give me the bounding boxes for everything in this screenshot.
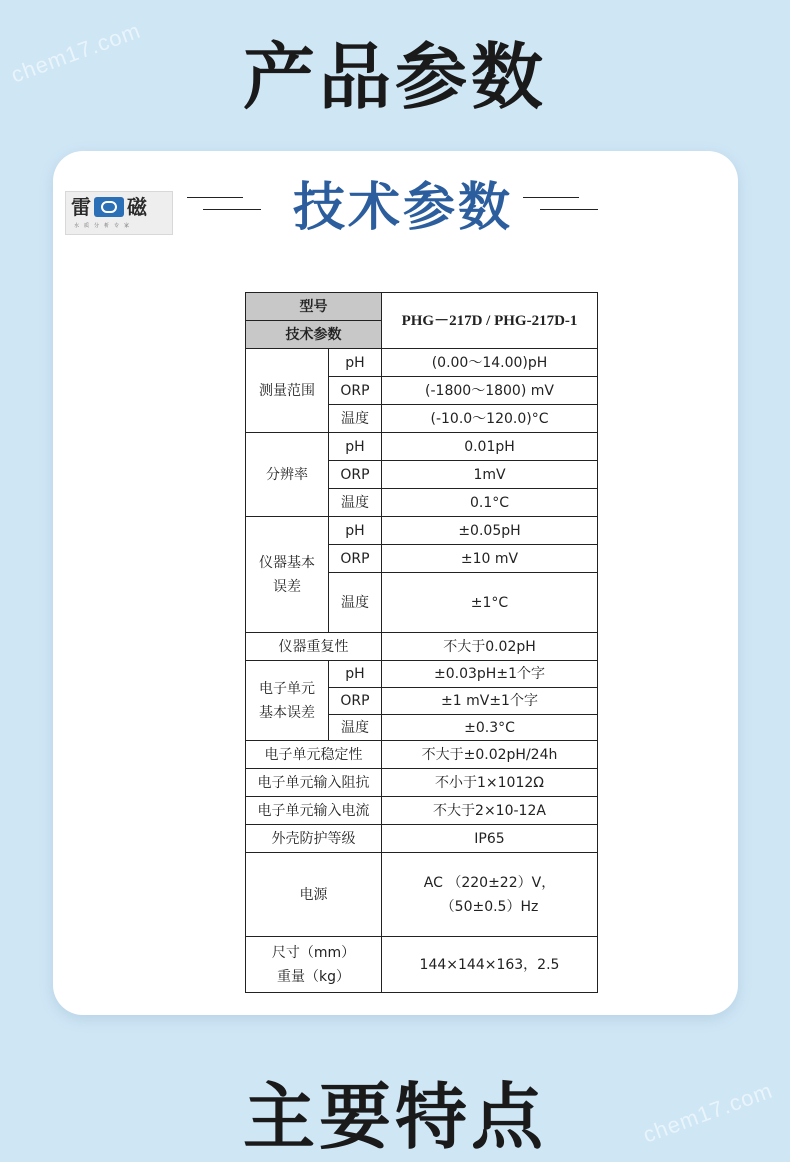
cell-value: (0.00～14.00)pH xyxy=(382,349,598,377)
group-label-line2: 基本误差 xyxy=(259,704,315,721)
sub-label: pH xyxy=(329,661,382,688)
table-row xyxy=(246,769,598,797)
sub-label: ORP xyxy=(329,377,382,405)
table-row xyxy=(246,633,598,661)
spec-table xyxy=(245,292,598,993)
weight-label: 重量（kg） xyxy=(277,968,350,985)
table-row xyxy=(246,937,598,993)
section-title: 技术参数 xyxy=(292,178,513,238)
spec-card xyxy=(53,151,738,1015)
table-row xyxy=(246,661,598,688)
cell-value: ±0.3°C xyxy=(382,715,598,741)
watermark-top: chem17.com xyxy=(7,17,144,88)
cell-value: ±10 mV xyxy=(382,545,598,573)
deco-line xyxy=(187,197,243,198)
row-label: 电子单元输入阻抗 xyxy=(246,769,382,797)
row-label: 外壳防护等级 xyxy=(246,825,382,853)
cell-value: ±1°C xyxy=(382,573,598,633)
table-row xyxy=(246,349,598,377)
params-label: 技术参数 xyxy=(246,321,382,349)
group-label-line1: 电子单元 xyxy=(259,680,315,697)
watermark-bottom: chem17.com xyxy=(639,1077,776,1148)
model-label: 型号 xyxy=(246,293,382,321)
sub-label: ORP xyxy=(329,688,382,715)
sub-label: ORP xyxy=(329,545,382,573)
cell-value: ±0.03pH±1个字 xyxy=(382,661,598,688)
sub-label: 温度 xyxy=(329,405,382,433)
cell-value: 不大于±0.02pH/24h xyxy=(382,741,598,769)
table-row xyxy=(246,741,598,769)
cell-value: 不大于0.02pH xyxy=(382,633,598,661)
row-label: 电子单元稳定性 xyxy=(246,741,382,769)
row-label: 电源 xyxy=(246,853,382,937)
sub-label: 温度 xyxy=(329,573,382,633)
group-label xyxy=(246,517,329,633)
logo-char-left: 雷 xyxy=(71,195,91,219)
group-label xyxy=(246,661,329,741)
sub-label: pH xyxy=(329,349,382,377)
table-row xyxy=(246,825,598,853)
cell-value: (-1800～1800) mV xyxy=(382,377,598,405)
power-line2: （50±0.5）Hz xyxy=(440,898,539,915)
table-row xyxy=(246,797,598,825)
cell-value: 不大于2×10-12A xyxy=(382,797,598,825)
model-value: PHG－217D / PHG-217D-1 xyxy=(382,293,598,349)
page-title: 产品参数 xyxy=(242,35,547,119)
cell-value: 1mV xyxy=(382,461,598,489)
logo-tagline: 水质分析专家 xyxy=(74,223,135,229)
cell-value: ±0.05pH xyxy=(382,517,598,545)
table-row xyxy=(246,853,598,937)
cell-value: 0.1°C xyxy=(382,489,598,517)
group-label-line1: 仪器基本 xyxy=(259,554,315,571)
row-label xyxy=(246,937,382,993)
group-label: 测量范围 xyxy=(246,349,329,433)
cell-value: 0.01pH xyxy=(382,433,598,461)
group-label: 分辨率 xyxy=(246,433,329,517)
table-row xyxy=(246,517,598,545)
table-row xyxy=(246,293,598,321)
cell-value: ±1 mV±1个字 xyxy=(382,688,598,715)
brand-logo xyxy=(65,191,173,235)
cell-value: 不小于1×1012Ω xyxy=(382,769,598,797)
sub-label: pH xyxy=(329,433,382,461)
sub-label: pH xyxy=(329,517,382,545)
sub-label: 温度 xyxy=(329,489,382,517)
logo-char-right: 磁 xyxy=(127,195,147,219)
power-line1: AC （220±22）V， xyxy=(423,874,556,891)
sub-label: ORP xyxy=(329,461,382,489)
cell-value: IP65 xyxy=(382,825,598,853)
table-row xyxy=(246,433,598,461)
row-label: 仪器重复性 xyxy=(246,633,382,661)
size-label: 尺寸（mm） xyxy=(271,944,356,961)
row-label: 电子单元输入电流 xyxy=(246,797,382,825)
sub-label: 温度 xyxy=(329,715,382,741)
cell-value xyxy=(382,853,598,937)
group-label-line2: 误差 xyxy=(273,578,301,595)
logo-mark-icon xyxy=(94,197,124,217)
cell-value: 144×144×163，2.5 xyxy=(382,937,598,993)
cell-value: (-10.0～120.0)°C xyxy=(382,405,598,433)
footer-title: 主要特点 xyxy=(242,1075,547,1159)
